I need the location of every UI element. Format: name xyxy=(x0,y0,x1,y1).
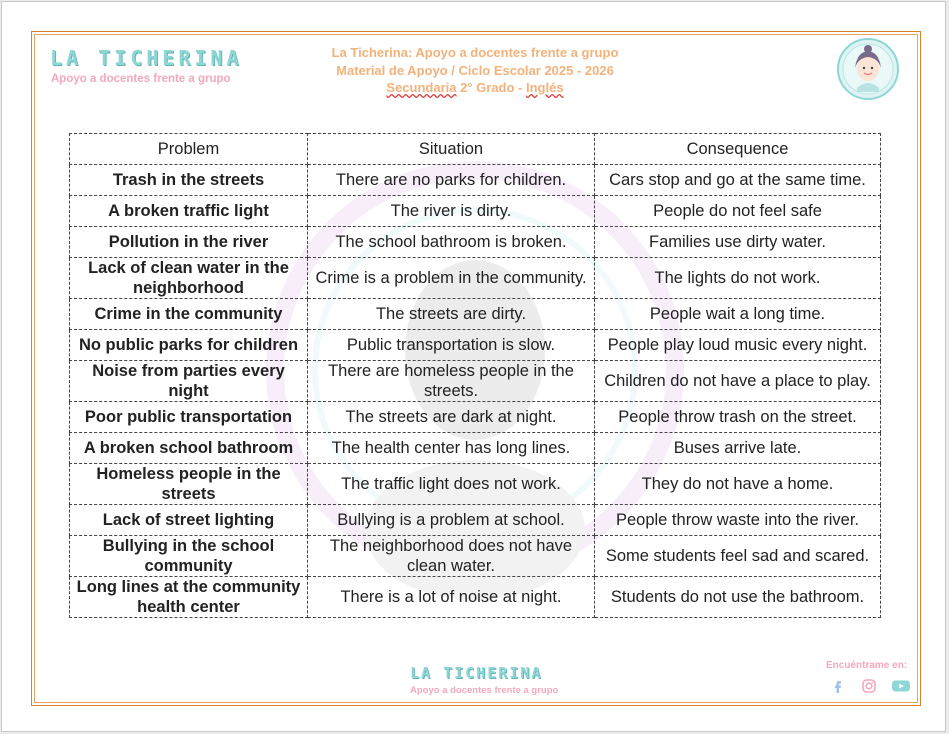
problem-cell: No public parks for children xyxy=(70,330,308,361)
consequence-cell: Buses arrive late. xyxy=(595,433,881,464)
brand-tagline: Apoyo a docentes frente a grupo xyxy=(51,73,231,85)
header-consequence: Consequence xyxy=(595,134,881,165)
situation-cell: Bullying is a problem at school. xyxy=(308,505,595,536)
consequence-cell: People wait a long time. xyxy=(595,299,881,330)
table-row xyxy=(70,227,881,258)
consequence-cell: People play loud music every night. xyxy=(595,330,881,361)
table-row xyxy=(70,299,881,330)
consequence-cell: Some students feel sad and scared. xyxy=(595,536,881,577)
situation-cell: Crime is a problem in the community. xyxy=(308,258,595,299)
situation-cell: The neighborhood does not have clean water. xyxy=(308,536,595,577)
table-row xyxy=(70,402,881,433)
consequence-cell: They do not have a home. xyxy=(595,464,881,505)
problem-cell: Trash in the streets xyxy=(70,165,308,196)
situation-cell: The river is dirty. xyxy=(308,196,595,227)
problem-situation-table xyxy=(69,133,881,618)
header-subject: Inglés xyxy=(526,80,564,95)
document-header xyxy=(300,44,650,97)
situation-cell: There are homeless people in the streets. xyxy=(308,361,595,402)
brand-logo: LA TICHERINA xyxy=(50,46,243,70)
situation-cell: Public transportation is slow. xyxy=(308,330,595,361)
consequence-cell: Cars stop and go at the same time. xyxy=(595,165,881,196)
table-row xyxy=(70,577,881,618)
table-row xyxy=(70,196,881,227)
table-row xyxy=(70,165,881,196)
table-row xyxy=(70,505,881,536)
problem-cell: Long lines at the community health center xyxy=(70,577,308,618)
problem-cell: Bullying in the school community xyxy=(70,536,308,577)
header-grade: 2° Grado - xyxy=(456,80,526,95)
situation-cell: There is a lot of noise at night. xyxy=(308,577,595,618)
consequence-cell: Students do not use the bathroom. xyxy=(595,577,881,618)
consequence-cell: Families use dirty water. xyxy=(595,227,881,258)
footer-logo: LA TICHERINA xyxy=(410,664,543,682)
header-line-3 xyxy=(300,79,650,97)
situation-cell: The school bathroom is broken. xyxy=(308,227,595,258)
consequence-cell: People throw trash on the street. xyxy=(595,402,881,433)
problem-cell: Crime in the community xyxy=(70,299,308,330)
header-line-2: Material de Apoyo / Ciclo Escolar 2025 - 2026 xyxy=(336,62,614,78)
header-line-1: La Ticherina: Apoyo a docentes frente a grupo xyxy=(331,45,619,60)
instagram-icon[interactable] xyxy=(860,677,878,695)
problem-cell: Lack of clean water in the neighborhood xyxy=(70,258,308,299)
consequence-cell: The lights do not work. xyxy=(595,258,881,299)
header-level: Secundaria xyxy=(386,80,457,95)
table-row xyxy=(70,433,881,464)
facebook-icon[interactable] xyxy=(829,677,847,695)
problem-cell: Noise from parties every night xyxy=(70,361,308,402)
find-me-label: Encuéntrame en: xyxy=(826,660,908,671)
situation-cell: The health center has long lines. xyxy=(308,433,595,464)
consequence-cell: People do not feel safe xyxy=(595,196,881,227)
problem-cell: Lack of street lighting xyxy=(70,505,308,536)
situation-cell: The traffic light does not work. xyxy=(308,464,595,505)
situation-cell: There are no parks for children. xyxy=(308,165,595,196)
problem-cell: A broken traffic light xyxy=(70,196,308,227)
situation-cell: The streets are dark at night. xyxy=(308,402,595,433)
consequence-cell: People throw waste into the river. xyxy=(595,505,881,536)
table-row xyxy=(70,464,881,505)
table-row xyxy=(70,536,881,577)
table-header-row xyxy=(70,134,881,165)
footer-tagline: Apoyo a docentes frente a grupo xyxy=(410,685,559,696)
header-problem: Problem xyxy=(70,134,308,165)
table-row xyxy=(70,258,881,299)
problem-cell: Pollution in the river xyxy=(70,227,308,258)
table-row xyxy=(70,361,881,402)
consequence-cell: Children do not have a place to play. xyxy=(595,361,881,402)
table-row xyxy=(70,330,881,361)
problem-cell: Homeless people in the streets xyxy=(70,464,308,505)
problem-cell: Poor public transportation xyxy=(70,402,308,433)
header-situation: Situation xyxy=(308,134,595,165)
youtube-icon[interactable] xyxy=(891,677,911,695)
situation-cell: The streets are dirty. xyxy=(308,299,595,330)
problem-cell: A broken school bathroom xyxy=(70,433,308,464)
teacher-avatar-icon xyxy=(837,38,899,100)
